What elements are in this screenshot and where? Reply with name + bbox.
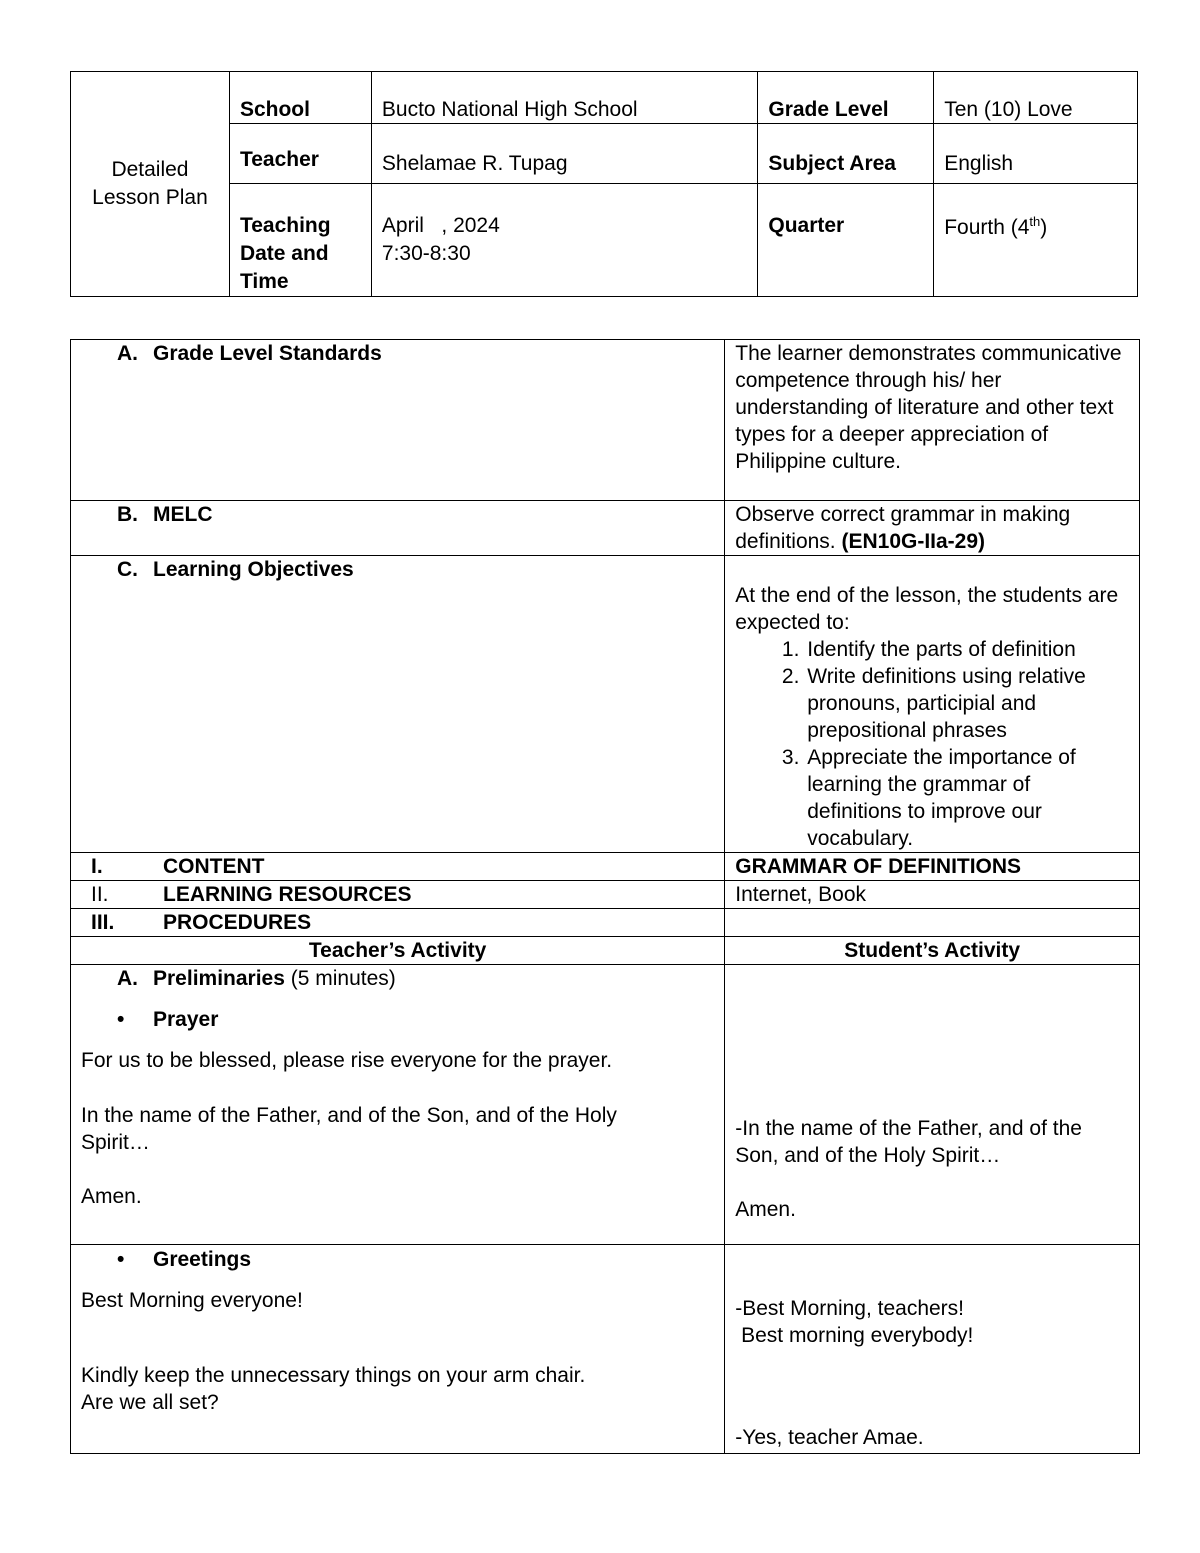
melc-label: B. MELC	[71, 501, 725, 556]
prayer-student-response: -In the name of the Father, and of the Son, and of the Holy Spirit…	[735, 1117, 1082, 1167]
learning-resources-value: Internet, Book	[725, 881, 1140, 909]
greetings-teacher-cell	[71, 1245, 725, 1454]
objectives-list	[735, 636, 1129, 852]
subject-area-label: Subject Area	[758, 124, 934, 184]
greeting-student-response: -Best Morning, teachers!	[735, 1297, 965, 1320]
teaching-date-value	[371, 184, 757, 297]
prayer-student-cell	[725, 965, 1140, 1245]
objective-item: 1. Identify the parts of definition	[805, 636, 1129, 663]
greeting-student-ready: -Yes, teacher Amae.	[735, 1426, 924, 1449]
content-value: GRAMMAR OF DEFINITIONS	[725, 853, 1140, 881]
grade-level-label: Grade Level	[758, 72, 934, 124]
content-label: I. CONTENT	[71, 853, 725, 881]
objectives-intro: At the end of the lesson, the students are expected to:	[735, 584, 1119, 634]
teacher-activity-header: Teacher’s Activity	[71, 937, 725, 965]
lesson-plan-body-table	[70, 339, 1140, 1454]
learning-objectives-value	[725, 556, 1140, 853]
bullet-icon: •	[117, 1008, 125, 1031]
teacher-value: Shelamae R. Tupag	[371, 124, 757, 184]
subject-area-value: English	[934, 124, 1138, 184]
greetings-student-cell	[725, 1245, 1140, 1454]
prayer-title: Prayer	[153, 1008, 219, 1031]
objective-item: 2. Write definitions using relative pronouns, participial and prepositional phrases	[805, 663, 1129, 744]
greeting-teacher-instruction: Kindly keep the unnecessary things on your arm chair.	[81, 1364, 586, 1387]
quarter-label: Quarter	[758, 184, 934, 297]
prayer-amen: Amen.	[81, 1185, 142, 1208]
learning-resources-label: II. LEARNING RESOURCES	[71, 881, 725, 909]
school-value: Bucto National High School	[371, 72, 757, 124]
teacher-label: Teacher	[229, 124, 371, 184]
grade-level-standards-value: The learner demonstrates communicative competence through his/ her understanding of literature and other text types for a deeper appreciation of Philippine culture.	[725, 340, 1140, 501]
procedures-value	[725, 909, 1140, 937]
prayer-student-amen: Amen.	[735, 1198, 796, 1221]
melc-code: (EN10G-IIa-29)	[841, 530, 986, 553]
quarter-value: Fourth (4th)	[934, 184, 1138, 297]
school-label: School	[229, 72, 371, 124]
procedures-label: III. PROCEDURES	[71, 909, 725, 937]
melc-value: Observe correct grammar in making definitions. (EN10G-IIa-29)	[725, 501, 1140, 556]
prayer-teacher-cell: A. Preliminaries (5 minutes) • Prayer For us to be blessed, please rise everyone for the prayer. In the name of the Father, and of the Son, and of the Holy Spirit… Amen.	[71, 965, 725, 1245]
preliminaries-time: (5 minutes)	[284, 967, 396, 990]
greeting-teacher-question: Are we all set?	[81, 1391, 219, 1414]
prayer-text: In the name of the Father, and of the Son, and of the Holy Spirit…	[81, 1104, 617, 1154]
learning-objectives-label: C. Learning Objectives	[71, 556, 725, 853]
teaching-date: April , 2024	[381, 214, 500, 237]
objective-item: 3. Appreciate the importance of learning the grammar of definitions to improve our vocabulary.	[805, 744, 1129, 852]
student-activity-header: Student’s Activity	[725, 937, 1140, 965]
grade-level-standards-label: A. Grade Level Standards	[71, 340, 725, 501]
greeting-student-response-2: Best morning everybody!	[735, 1324, 974, 1347]
teaching-time: 7:30-8:30	[381, 242, 471, 265]
lesson-plan-header-table	[70, 71, 1138, 297]
bullet-icon: •	[117, 1248, 125, 1271]
lesson-plan-title: Detailed Lesson Plan	[71, 72, 230, 297]
greeting-teacher-line: Best Morning everyone!	[81, 1289, 303, 1312]
teaching-date-label: Teaching Date and Time	[229, 184, 371, 297]
grade-level-value: Ten (10) Love	[934, 72, 1138, 124]
prayer-instruction: For us to be blessed, please rise everyone for the prayer.	[81, 1049, 613, 1072]
preliminaries-title: Preliminaries	[153, 967, 285, 990]
greetings-title: Greetings	[153, 1248, 252, 1271]
